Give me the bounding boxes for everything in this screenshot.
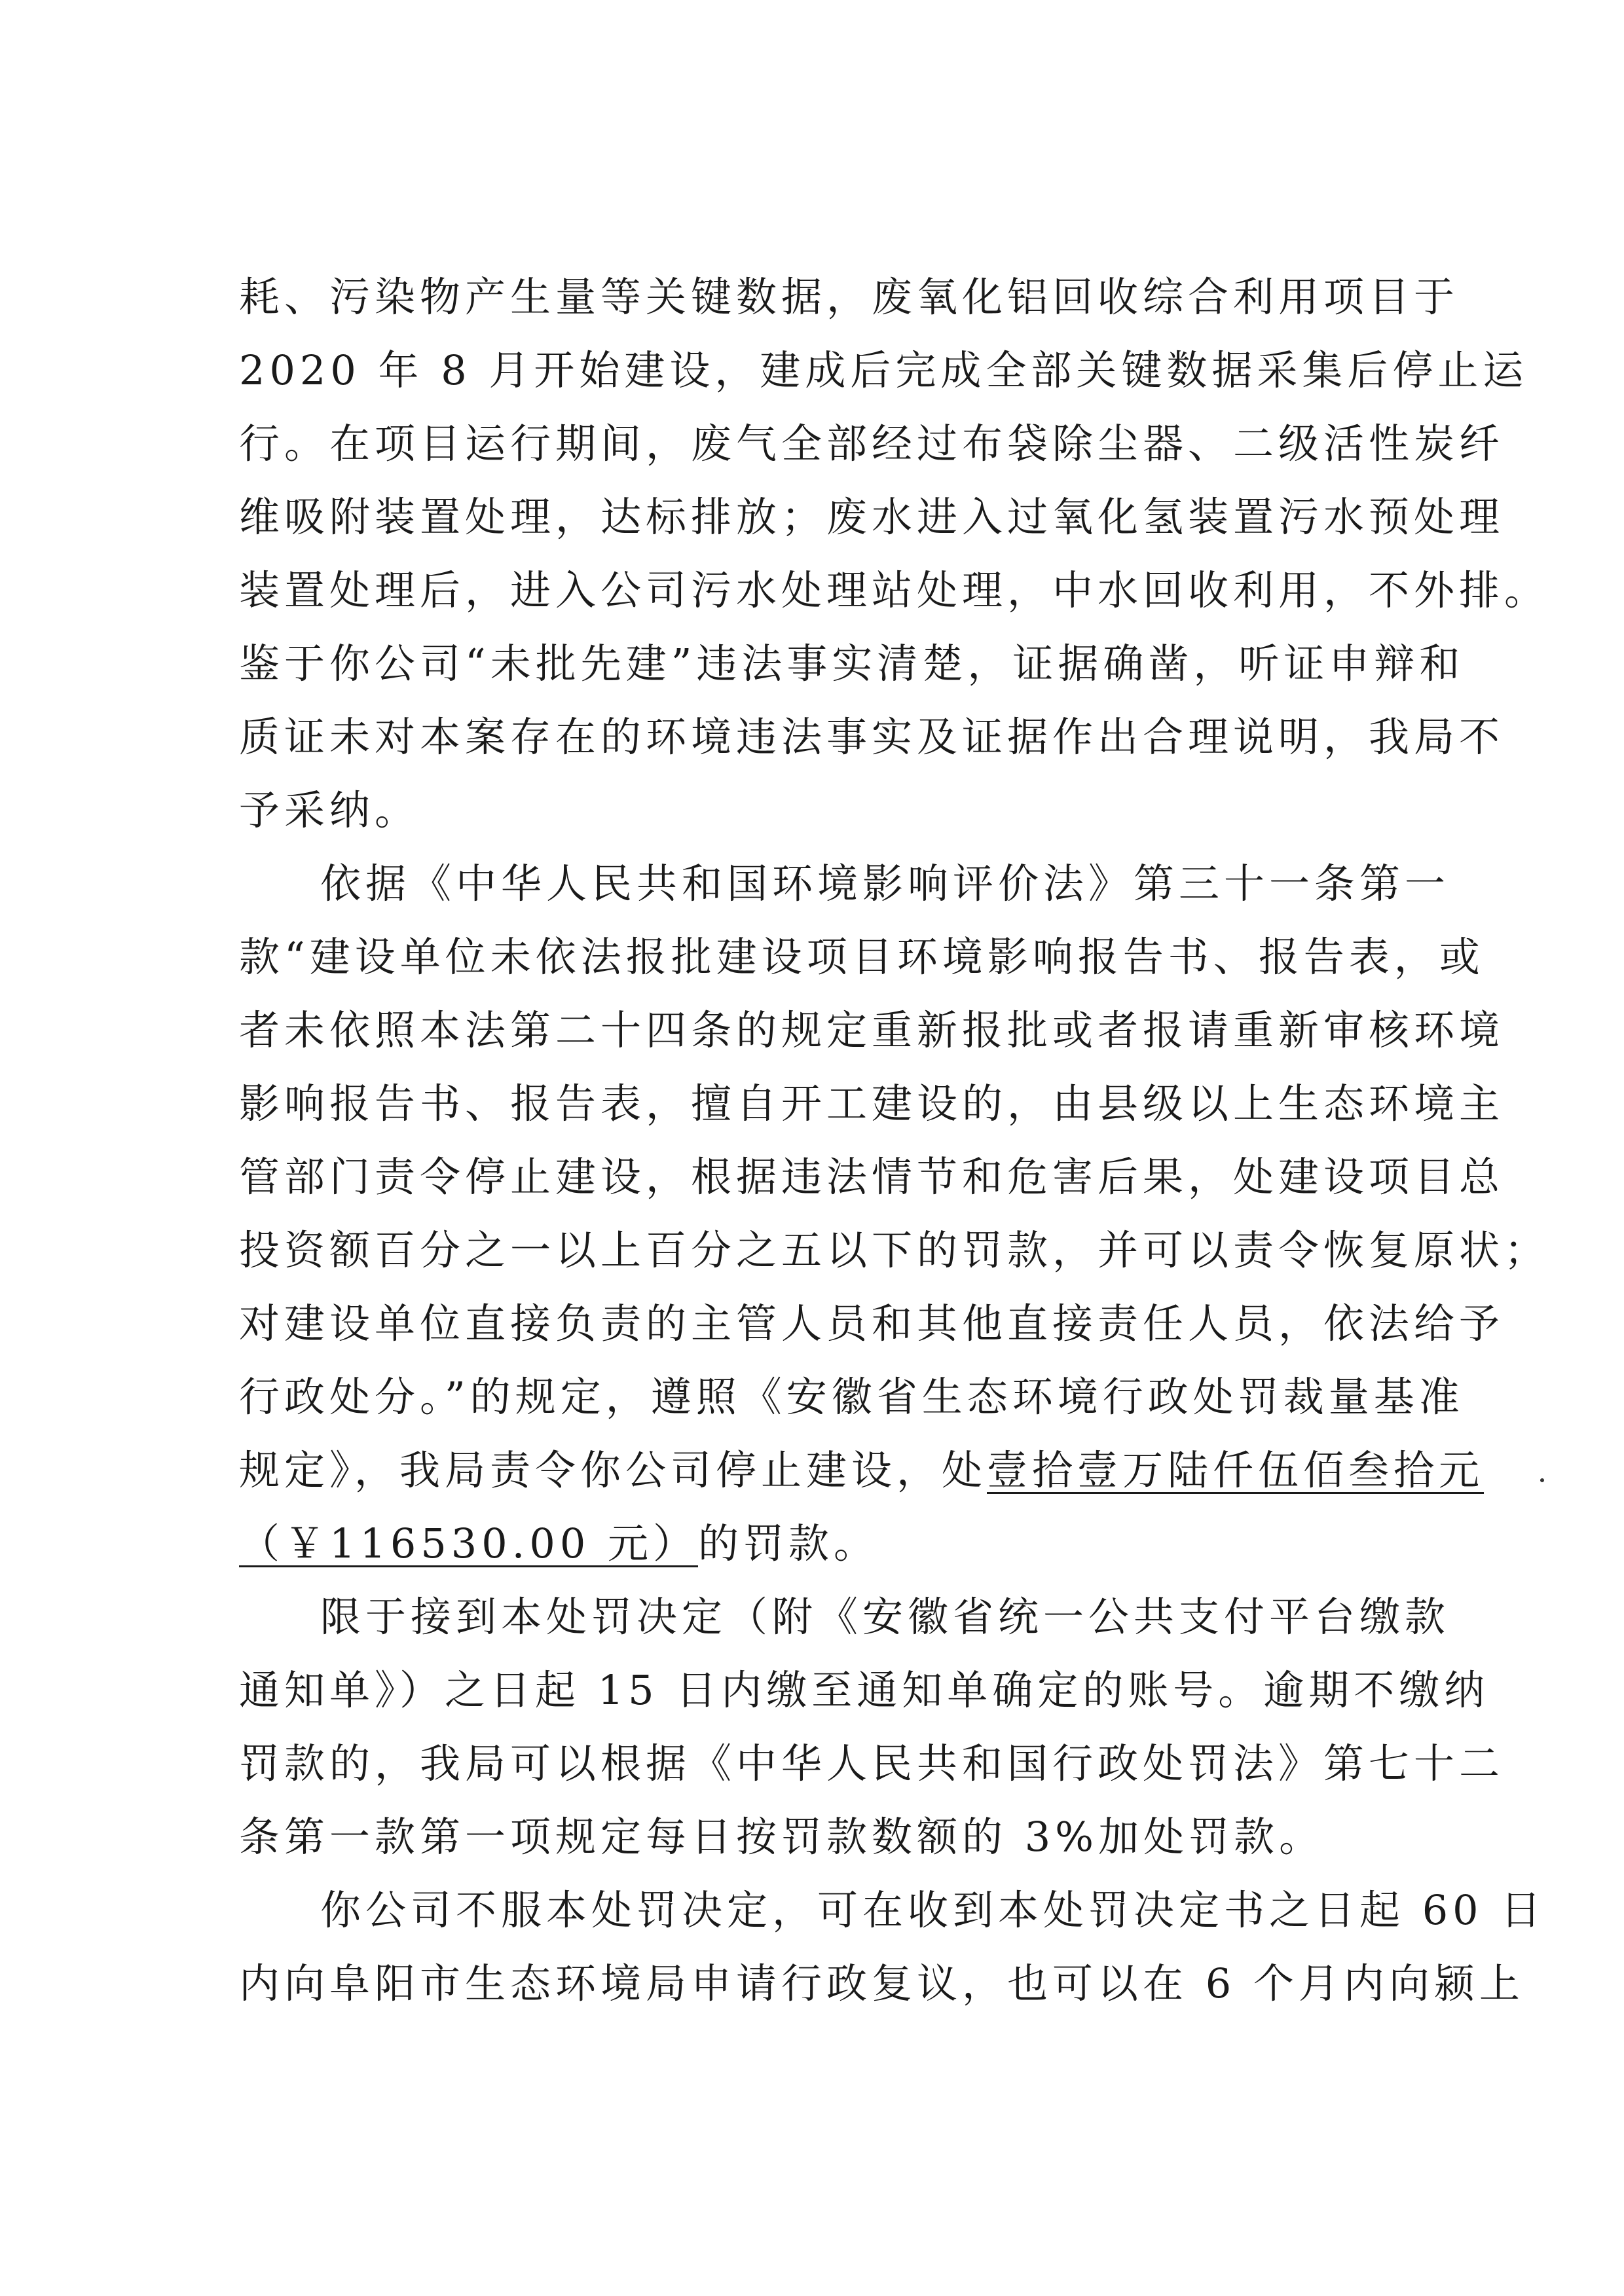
text-line: 2020 年 8 月开始建设，建成后完成全部关键数据采集后停止运 — [239, 346, 1528, 394]
text-line: 依据《中华人民共和国环境影响评价法》第三十一条第一 — [320, 860, 1450, 907]
text-line — [239, 1507, 1437, 1580]
text-line: 鉴于你公司“未批先建”违法事实清楚，证据确凿，听证申辩和 — [239, 640, 1465, 687]
text-line: 投资额百分之一以上百分之五以下的罚款，并可以责令恢复原状； — [239, 1226, 1550, 1274]
text-line: 行。在项目运行期间，废气全部经过布袋除尘器、二级活性炭纤 — [239, 420, 1505, 467]
fine-amount-figures: （￥116530.00 元） — [239, 1520, 698, 1567]
text-line: 装置处理后，进入公司污水处理站处理，中水回收利用，不外排。 — [239, 566, 1550, 614]
document-body — [239, 261, 1550, 2020]
text-line: 条第一款第一项规定每日按罚款数额的 3%加处罚款。 — [239, 1813, 1325, 1861]
text-line: 对建设单位直接负责的主管人员和其他直接责任人员，依法给予 — [239, 1300, 1505, 1347]
text-segment: 规定》，我局责令你公司停止建设，处 — [239, 1446, 987, 1494]
text-segment: 的罚款。 — [698, 1520, 879, 1567]
text-line: 者未依照本法第二十四条的规定重新报批或者报请重新审核环境 — [239, 1006, 1505, 1054]
text-line: 通知单》）之日起 15 日内缴至通知单确定的账号。逾期不缴纳 — [239, 1666, 1490, 1714]
text-line: 维吸附装置处理，达标排放；废水进入过氧化氢装置污水预处理 — [239, 493, 1505, 541]
text-line: 耗、污染物产生量等关键数据，废氧化铝回收综合利用项目于 — [239, 273, 1460, 321]
text-line: 款“建设单位未依法报批建设项目环境影响报告书、报告表，或 — [239, 933, 1485, 981]
text-line: 内向阜阳市生态环境局申请行政复议，也可以在 6 个月内向颍上 — [239, 1959, 1524, 2007]
text-line: 你公司不服本处罚决定，可在收到本处罚决定书之日起 60 日 — [320, 1886, 1546, 1934]
text-line: 罚款的，我局可以根据《中华人民共和国行政处罚法》第七十二 — [239, 1740, 1505, 1787]
fine-amount-words: 壹拾壹万陆仟伍佰叁拾元 — [987, 1446, 1485, 1494]
text-line: 质证未对本案存在的环境违法事实及证据作出合理说明，我局不 — [239, 713, 1505, 761]
text-line: 管部门责令停止建设，根据违法情节和危害后果，处建设项目总 — [239, 1153, 1505, 1201]
text-line: 予采纳。 — [239, 786, 420, 834]
text-line: 行政处分。”的规定，遵照《安徽省生态环境行政处罚裁量基准 — [239, 1373, 1464, 1421]
scan-speck — [1540, 1478, 1544, 1482]
text-line — [239, 1434, 1485, 1507]
text-line: 影响报告书、报告表，擅自开工建设的，由县级以上生态环境主 — [239, 1080, 1505, 1127]
text-line: 限于接到本处罚决定（附《安徽省统一公共支付平台缴款 — [320, 1593, 1450, 1641]
